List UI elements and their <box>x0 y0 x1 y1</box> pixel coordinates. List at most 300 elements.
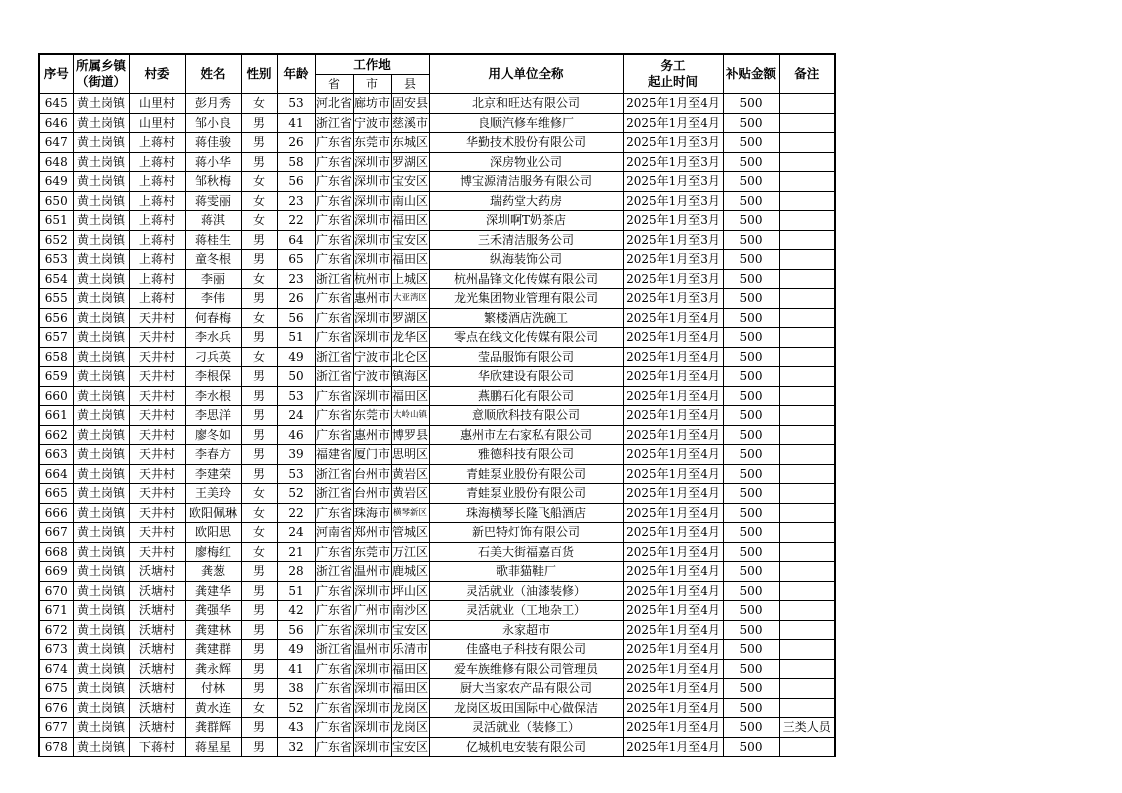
cell-period: 2025年1月至4月 <box>623 601 723 621</box>
cell-period: 2025年1月至4月 <box>623 679 723 699</box>
cell-age: 56 <box>277 308 315 328</box>
cell-amount: 500 <box>723 542 779 562</box>
table-body <box>39 94 835 757</box>
table-row <box>39 250 835 270</box>
cell-village: 沃塘村 <box>129 640 185 660</box>
cell-gender: 男 <box>241 425 277 445</box>
cell-village: 天井村 <box>129 503 185 523</box>
cell-period: 2025年1月至4月 <box>623 542 723 562</box>
cell-seq: 665 <box>39 484 73 504</box>
cell-seq: 664 <box>39 464 73 484</box>
cell-province: 广东省 <box>315 152 353 172</box>
cell-name: 李春方 <box>185 445 241 465</box>
cell-period: 2025年1月至4月 <box>623 94 723 114</box>
cell-age: 24 <box>277 406 315 426</box>
cell-village: 沃塘村 <box>129 718 185 738</box>
cell-amount: 500 <box>723 386 779 406</box>
cell-province: 广东省 <box>315 503 353 523</box>
cell-name: 廖梅红 <box>185 542 241 562</box>
cell-age: 53 <box>277 94 315 114</box>
cell-period: 2025年1月至4月 <box>623 484 723 504</box>
cell-village: 天井村 <box>129 445 185 465</box>
cell-age: 65 <box>277 250 315 270</box>
cell-seq: 650 <box>39 191 73 211</box>
cell-name: 王美玲 <box>185 484 241 504</box>
cell-town: 黄土岗镇 <box>73 367 129 387</box>
cell-village: 上蒋村 <box>129 250 185 270</box>
cell-note <box>779 737 835 757</box>
cell-note <box>779 406 835 426</box>
cell-seq: 661 <box>39 406 73 426</box>
cell-city: 深圳市 <box>353 698 391 718</box>
cell-county: 宝安区 <box>391 737 429 757</box>
table-row <box>39 133 835 153</box>
table-row <box>39 94 835 114</box>
col-town-header-line1: 所属乡镇 <box>75 58 126 73</box>
table-row <box>39 503 835 523</box>
cell-gender: 女 <box>241 484 277 504</box>
cell-age: 46 <box>277 425 315 445</box>
cell-county: 坪山区 <box>391 581 429 601</box>
cell-amount: 500 <box>723 113 779 133</box>
cell-village: 天井村 <box>129 425 185 445</box>
cell-gender: 男 <box>241 152 277 172</box>
cell-gender: 女 <box>241 698 277 718</box>
cell-town: 黄土岗镇 <box>73 581 129 601</box>
cell-city: 深圳市 <box>353 250 391 270</box>
cell-city: 深圳市 <box>353 718 391 738</box>
cell-town: 黄土岗镇 <box>73 659 129 679</box>
cell-period: 2025年1月至4月 <box>623 581 723 601</box>
cell-village: 天井村 <box>129 464 185 484</box>
cell-county: 思明区 <box>391 445 429 465</box>
cell-note <box>779 269 835 289</box>
cell-name: 何春梅 <box>185 308 241 328</box>
table-row <box>39 445 835 465</box>
cell-province: 浙江省 <box>315 464 353 484</box>
cell-employer: 良顺汽修车维修厂 <box>429 113 623 133</box>
cell-name: 李思洋 <box>185 406 241 426</box>
cell-county: 东城区 <box>391 133 429 153</box>
cell-period: 2025年1月至4月 <box>623 425 723 445</box>
cell-gender: 男 <box>241 250 277 270</box>
cell-city: 深圳市 <box>353 308 391 328</box>
cell-gender: 男 <box>241 640 277 660</box>
cell-gender: 男 <box>241 445 277 465</box>
cell-province: 广东省 <box>315 308 353 328</box>
cell-county: 福田区 <box>391 386 429 406</box>
cell-city: 温州市 <box>353 640 391 660</box>
cell-name: 蒋雯丽 <box>185 191 241 211</box>
cell-name: 李建荣 <box>185 464 241 484</box>
cell-province: 广东省 <box>315 698 353 718</box>
cell-employer: 亿城机电安装有限公司 <box>429 737 623 757</box>
cell-name: 廖冬如 <box>185 425 241 445</box>
cell-employer: 北京和旺达有限公司 <box>429 94 623 114</box>
cell-age: 26 <box>277 133 315 153</box>
cell-seq: 667 <box>39 523 73 543</box>
cell-county: 镇海区 <box>391 367 429 387</box>
cell-note <box>779 133 835 153</box>
cell-town: 黄土岗镇 <box>73 230 129 250</box>
cell-county: 黄岩区 <box>391 484 429 504</box>
cell-county: 横琴新区 <box>391 503 429 523</box>
cell-employer: 华欣建设有限公司 <box>429 367 623 387</box>
cell-employer: 博宝源清洁服务有限公司 <box>429 172 623 192</box>
cell-town: 黄土岗镇 <box>73 172 129 192</box>
cell-period: 2025年1月至4月 <box>623 718 723 738</box>
cell-note <box>779 620 835 640</box>
cell-employer: 杭州晶锋文化传媒有限公司 <box>429 269 623 289</box>
cell-village: 天井村 <box>129 484 185 504</box>
cell-province: 广东省 <box>315 328 353 348</box>
cell-town: 黄土岗镇 <box>73 289 129 309</box>
cell-town: 黄土岗镇 <box>73 113 129 133</box>
cell-county: 慈溪市 <box>391 113 429 133</box>
cell-village: 天井村 <box>129 386 185 406</box>
cell-county: 福田区 <box>391 659 429 679</box>
cell-county: 博罗县 <box>391 425 429 445</box>
cell-note <box>779 289 835 309</box>
cell-county: 黄岩区 <box>391 464 429 484</box>
cell-period: 2025年1月至4月 <box>623 523 723 543</box>
cell-province: 广东省 <box>315 542 353 562</box>
cell-note <box>779 523 835 543</box>
cell-city: 厦门市 <box>353 445 391 465</box>
cell-county: 罗湖区 <box>391 152 429 172</box>
cell-province: 浙江省 <box>315 367 353 387</box>
cell-village: 上蒋村 <box>129 191 185 211</box>
cell-county: 南山区 <box>391 191 429 211</box>
cell-gender: 女 <box>241 542 277 562</box>
cell-gender: 女 <box>241 94 277 114</box>
cell-city: 郑州市 <box>353 523 391 543</box>
col-name-header: 姓名 <box>185 54 241 94</box>
cell-seq: 676 <box>39 698 73 718</box>
cell-age: 51 <box>277 328 315 348</box>
cell-county: 宝安区 <box>391 172 429 192</box>
cell-gender: 女 <box>241 191 277 211</box>
cell-name: 龚强华 <box>185 601 241 621</box>
cell-employer: 灵活就业（装修工） <box>429 718 623 738</box>
cell-county: 宝安区 <box>391 620 429 640</box>
cell-town: 黄土岗镇 <box>73 640 129 660</box>
cell-county: 罗湖区 <box>391 308 429 328</box>
cell-employer: 龙岗区坂田国际中心做保洁 <box>429 698 623 718</box>
table-row <box>39 289 835 309</box>
cell-amount: 500 <box>723 328 779 348</box>
cell-village: 上蒋村 <box>129 230 185 250</box>
cell-period: 2025年1月至4月 <box>623 308 723 328</box>
cell-gender: 男 <box>241 289 277 309</box>
cell-town: 黄土岗镇 <box>73 698 129 718</box>
cell-county: 龙华区 <box>391 328 429 348</box>
cell-note <box>779 464 835 484</box>
cell-village: 天井村 <box>129 328 185 348</box>
cell-amount: 500 <box>723 152 779 172</box>
cell-province: 福建省 <box>315 445 353 465</box>
cell-gender: 男 <box>241 581 277 601</box>
cell-province: 广东省 <box>315 386 353 406</box>
cell-gender: 男 <box>241 737 277 757</box>
cell-seq: 678 <box>39 737 73 757</box>
table-row <box>39 679 835 699</box>
cell-county: 管城区 <box>391 523 429 543</box>
cell-age: 28 <box>277 562 315 582</box>
cell-period: 2025年1月至4月 <box>623 113 723 133</box>
cell-name: 黄水连 <box>185 698 241 718</box>
cell-note <box>779 152 835 172</box>
cell-village: 山里村 <box>129 113 185 133</box>
cell-village: 天井村 <box>129 523 185 543</box>
cell-city: 宁波市 <box>353 367 391 387</box>
cell-county: 福田区 <box>391 679 429 699</box>
cell-city: 宁波市 <box>353 113 391 133</box>
cell-town: 黄土岗镇 <box>73 484 129 504</box>
cell-name: 付林 <box>185 679 241 699</box>
cell-period: 2025年1月至3月 <box>623 191 723 211</box>
cell-city: 温州市 <box>353 562 391 582</box>
cell-gender: 女 <box>241 308 277 328</box>
cell-employer: 歌菲猫鞋厂 <box>429 562 623 582</box>
cell-province: 浙江省 <box>315 640 353 660</box>
cell-name: 李水根 <box>185 386 241 406</box>
cell-city: 深圳市 <box>353 679 391 699</box>
cell-village: 沃塘村 <box>129 581 185 601</box>
cell-employer: 厨大当家农产品有限公司 <box>429 679 623 699</box>
cell-age: 50 <box>277 367 315 387</box>
cell-town: 黄土岗镇 <box>73 542 129 562</box>
cell-period: 2025年1月至3月 <box>623 269 723 289</box>
table-row <box>39 367 835 387</box>
cell-name: 龚永辉 <box>185 659 241 679</box>
cell-city: 深圳市 <box>353 386 391 406</box>
cell-age: 23 <box>277 269 315 289</box>
cell-employer: 永家超市 <box>429 620 623 640</box>
cell-city: 深圳市 <box>353 620 391 640</box>
cell-province: 广东省 <box>315 659 353 679</box>
cell-employer: 纵海装饰公司 <box>429 250 623 270</box>
cell-period: 2025年1月至4月 <box>623 620 723 640</box>
table-row <box>39 620 835 640</box>
cell-name: 蒋星星 <box>185 737 241 757</box>
cell-period: 2025年1月至4月 <box>623 503 723 523</box>
col-town-header <box>73 54 129 94</box>
cell-city: 深圳市 <box>353 328 391 348</box>
cell-name: 蒋佳骏 <box>185 133 241 153</box>
cell-city: 深圳市 <box>353 581 391 601</box>
cell-employer: 石美大街福嘉百货 <box>429 542 623 562</box>
table-row <box>39 269 835 289</box>
cell-name: 李水兵 <box>185 328 241 348</box>
cell-age: 51 <box>277 581 315 601</box>
cell-gender: 男 <box>241 464 277 484</box>
cell-name: 李伟 <box>185 289 241 309</box>
cell-city: 深圳市 <box>353 191 391 211</box>
cell-employer: 新巴特灯饰有限公司 <box>429 523 623 543</box>
cell-province: 浙江省 <box>315 113 353 133</box>
cell-employer: 深圳啊T奶茶店 <box>429 211 623 231</box>
cell-town: 黄土岗镇 <box>73 562 129 582</box>
cell-name: 蒋桂生 <box>185 230 241 250</box>
cell-village: 上蒋村 <box>129 133 185 153</box>
cell-town: 黄土岗镇 <box>73 269 129 289</box>
cell-age: 32 <box>277 737 315 757</box>
cell-employer: 繁楼酒店洗碗工 <box>429 308 623 328</box>
cell-seq: 646 <box>39 113 73 133</box>
cell-county: 北仑区 <box>391 347 429 367</box>
table-row <box>39 347 835 367</box>
cell-province: 广东省 <box>315 191 353 211</box>
cell-employer: 青蛙泵业股份有限公司 <box>429 484 623 504</box>
cell-province: 广东省 <box>315 250 353 270</box>
cell-village: 沃塘村 <box>129 601 185 621</box>
cell-note <box>779 445 835 465</box>
cell-city: 深圳市 <box>353 230 391 250</box>
cell-gender: 男 <box>241 601 277 621</box>
col-worktime-header-line2: 起止时间 <box>647 74 698 89</box>
cell-note <box>779 367 835 387</box>
table-row <box>39 308 835 328</box>
cell-gender: 男 <box>241 620 277 640</box>
cell-village: 上蒋村 <box>129 211 185 231</box>
cell-town: 黄土岗镇 <box>73 133 129 153</box>
cell-seq: 649 <box>39 172 73 192</box>
cell-amount: 500 <box>723 406 779 426</box>
cell-county: 大岭山镇 <box>391 406 429 426</box>
cell-amount: 500 <box>723 445 779 465</box>
cell-city: 惠州市 <box>353 289 391 309</box>
cell-employer: 龙光集团物业管理有限公司 <box>429 289 623 309</box>
cell-village: 沃塘村 <box>129 620 185 640</box>
cell-seq: 663 <box>39 445 73 465</box>
col-workplace-header: 工作地 <box>315 54 429 75</box>
cell-province: 浙江省 <box>315 269 353 289</box>
cell-city: 珠海市 <box>353 503 391 523</box>
cell-name: 蒋淇 <box>185 211 241 231</box>
cell-amount: 500 <box>723 250 779 270</box>
col-worktime-header <box>623 54 723 94</box>
cell-amount: 500 <box>723 484 779 504</box>
cell-employer: 佳盛电子科技有限公司 <box>429 640 623 660</box>
cell-name: 欧阳佩琳 <box>185 503 241 523</box>
cell-town: 黄土岗镇 <box>73 679 129 699</box>
cell-age: 38 <box>277 679 315 699</box>
table-row <box>39 718 835 738</box>
cell-seq: 647 <box>39 133 73 153</box>
cell-seq: 675 <box>39 679 73 699</box>
cell-province: 河北省 <box>315 94 353 114</box>
cell-gender: 男 <box>241 230 277 250</box>
cell-seq: 648 <box>39 152 73 172</box>
cell-gender: 女 <box>241 269 277 289</box>
cell-seq: 668 <box>39 542 73 562</box>
cell-city: 深圳市 <box>353 211 391 231</box>
col-age-header: 年龄 <box>277 54 315 94</box>
cell-note <box>779 698 835 718</box>
cell-age: 49 <box>277 640 315 660</box>
cell-age: 52 <box>277 698 315 718</box>
cell-gender: 男 <box>241 328 277 348</box>
cell-province: 广东省 <box>315 230 353 250</box>
cell-employer: 意顺欣科技有限公司 <box>429 406 623 426</box>
cell-name: 李丽 <box>185 269 241 289</box>
cell-employer: 三禾清洁服务公司 <box>429 230 623 250</box>
cell-employer: 华勤技术股份有限公司 <box>429 133 623 153</box>
cell-name: 刁兵英 <box>185 347 241 367</box>
cell-note <box>779 425 835 445</box>
cell-amount: 500 <box>723 718 779 738</box>
cell-employer: 爱车族维修有限公司管理员 <box>429 659 623 679</box>
cell-employer: 雅德科技有限公司 <box>429 445 623 465</box>
cell-name: 彭月秀 <box>185 94 241 114</box>
cell-town: 黄土岗镇 <box>73 191 129 211</box>
cell-employer: 惠州市左右家私有限公司 <box>429 425 623 445</box>
cell-period: 2025年1月至4月 <box>623 328 723 348</box>
cell-town: 黄土岗镇 <box>73 737 129 757</box>
cell-name: 龚建林 <box>185 620 241 640</box>
cell-note <box>779 308 835 328</box>
table-row <box>39 601 835 621</box>
cell-gender: 男 <box>241 113 277 133</box>
cell-period: 2025年1月至3月 <box>623 289 723 309</box>
cell-county: 龙岗区 <box>391 718 429 738</box>
cell-province: 广东省 <box>315 581 353 601</box>
cell-village: 沃塘村 <box>129 562 185 582</box>
cell-gender: 女 <box>241 503 277 523</box>
cell-period: 2025年1月至4月 <box>623 347 723 367</box>
cell-age: 22 <box>277 211 315 231</box>
cell-employer: 瑞药堂大药房 <box>429 191 623 211</box>
cell-note <box>779 328 835 348</box>
cell-city: 东莞市 <box>353 542 391 562</box>
cell-village: 上蒋村 <box>129 289 185 309</box>
cell-city: 东莞市 <box>353 133 391 153</box>
cell-province: 广东省 <box>315 425 353 445</box>
cell-age: 21 <box>277 542 315 562</box>
cell-province: 浙江省 <box>315 484 353 504</box>
table-row <box>39 542 835 562</box>
cell-seq: 659 <box>39 367 73 387</box>
cell-note <box>779 503 835 523</box>
table-row <box>39 230 835 250</box>
cell-city: 深圳市 <box>353 172 391 192</box>
cell-seq: 655 <box>39 289 73 309</box>
col-city-header: 市 <box>353 75 391 94</box>
cell-seq: 653 <box>39 250 73 270</box>
cell-county: 乐清市 <box>391 640 429 660</box>
cell-age: 41 <box>277 113 315 133</box>
cell-village: 天井村 <box>129 308 185 328</box>
cell-age: 58 <box>277 152 315 172</box>
cell-age: 64 <box>277 230 315 250</box>
cell-amount: 500 <box>723 425 779 445</box>
table-row <box>39 484 835 504</box>
cell-amount: 500 <box>723 172 779 192</box>
cell-age: 26 <box>277 289 315 309</box>
table-row <box>39 406 835 426</box>
table-row <box>39 113 835 133</box>
col-gender-header: 性别 <box>241 54 277 94</box>
cell-town: 黄土岗镇 <box>73 718 129 738</box>
cell-age: 53 <box>277 386 315 406</box>
cell-amount: 500 <box>723 367 779 387</box>
cell-note <box>779 484 835 504</box>
cell-city: 深圳市 <box>353 659 391 679</box>
cell-note: 三类人员 <box>779 718 835 738</box>
cell-county: 万江区 <box>391 542 429 562</box>
cell-village: 上蒋村 <box>129 152 185 172</box>
